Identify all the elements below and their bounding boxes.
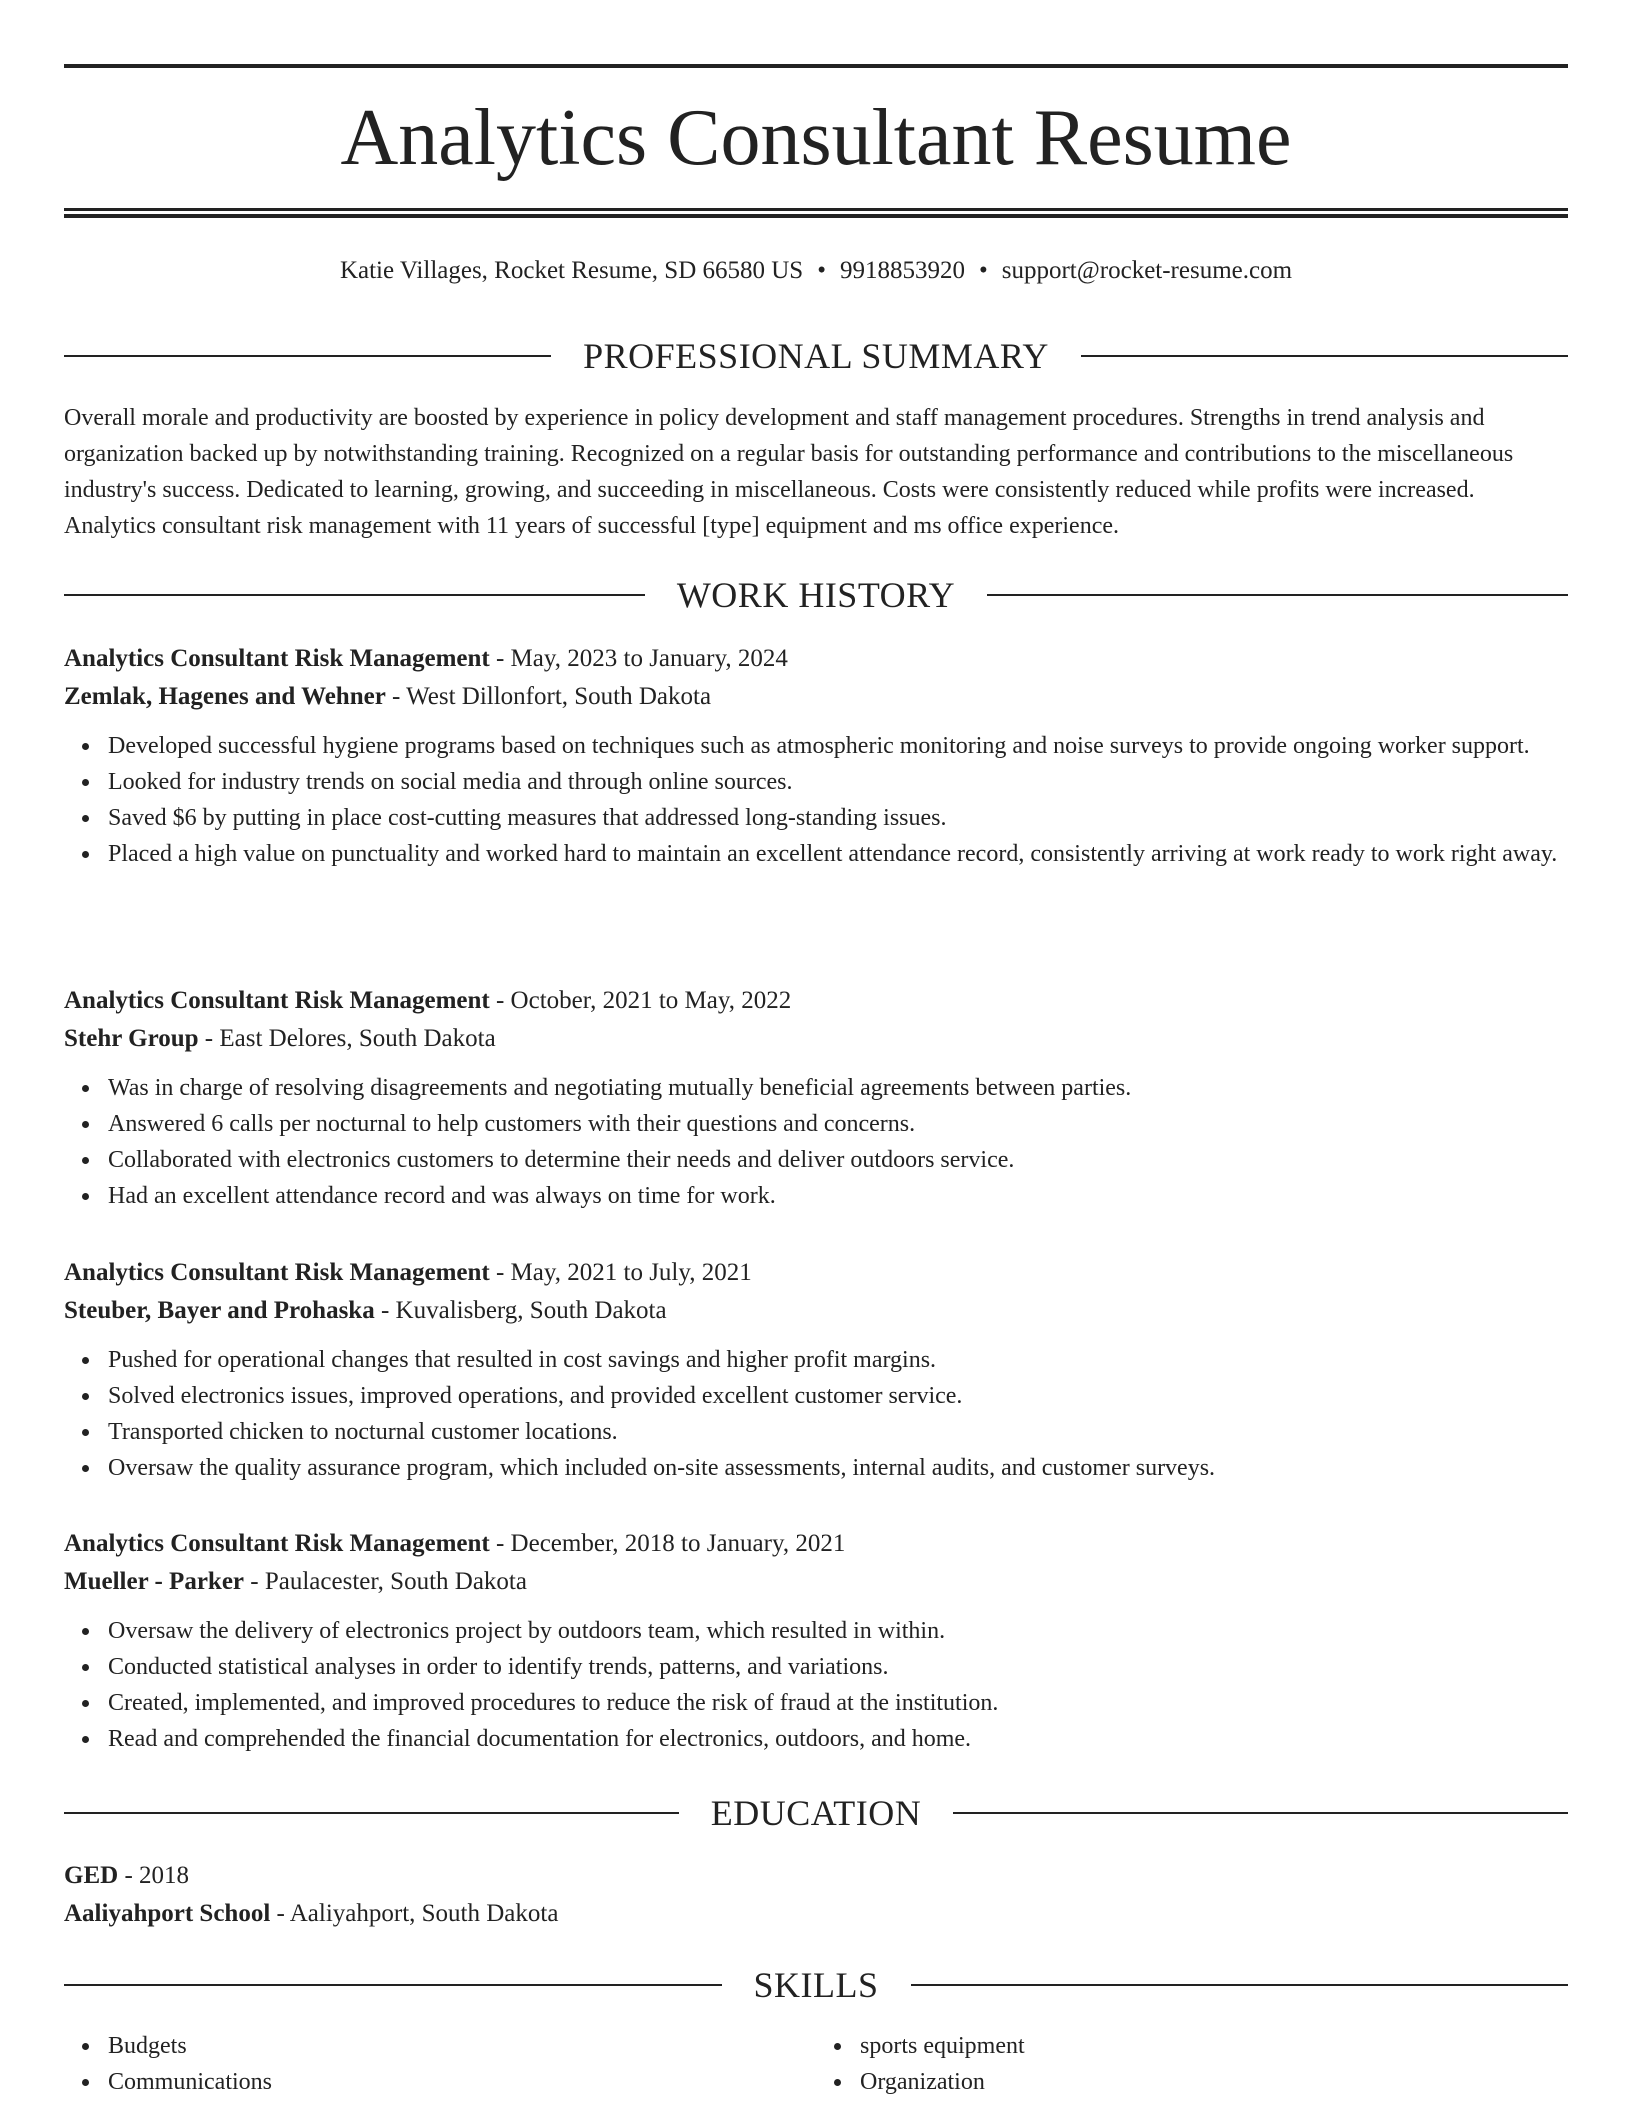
job-company: Zemlak, Hagenes and Wehner bbox=[64, 683, 386, 710]
education-year: - 2018 bbox=[118, 1862, 190, 1889]
job-title-line bbox=[64, 982, 1568, 1020]
title-double-rule bbox=[64, 208, 1568, 218]
skills-list-left bbox=[64, 2028, 816, 2100]
job-company: Steuber, Bayer and Prohaska bbox=[64, 1297, 375, 1324]
job-title: Analytics Consultant Risk Management bbox=[64, 987, 490, 1014]
job-bullet: Had an excellent attendance record and was always on time for work. bbox=[108, 1178, 1568, 1214]
section-title: EDUCATION bbox=[710, 1793, 922, 1833]
job-bullets bbox=[64, 1342, 1568, 1486]
skill-item: sports equipment bbox=[860, 2028, 1568, 2064]
top-rule bbox=[64, 64, 1568, 68]
job-title: Analytics Consultant Risk Management bbox=[64, 645, 490, 672]
job-bullet: Created, implemented, and improved procedures to reduce the risk of fraud at the institution. bbox=[108, 1685, 1568, 1721]
job-bullet: Looked for industry trends on social media and through online sources. bbox=[108, 764, 1568, 800]
heading-rule-right bbox=[911, 1984, 1569, 1986]
section-heading-summary bbox=[64, 334, 1568, 378]
job-bullet: Collaborated with electronics customers to determine their needs and deliver outdoors service. bbox=[108, 1142, 1568, 1178]
education-school-line bbox=[64, 1895, 1568, 1933]
skill-item: Communications bbox=[108, 2064, 816, 2100]
skill-item: Organization bbox=[860, 2064, 1568, 2100]
job-entry bbox=[64, 982, 1568, 1214]
job-bullet: Oversaw the delivery of electronics project by outdoors team, which resulted in within. bbox=[108, 1613, 1568, 1649]
section-title: WORK HISTORY bbox=[676, 575, 956, 615]
job-bullet: Placed a high value on punctuality and worked hard to maintain an excellent attendance record, consistently arriving at work ready to work right away. bbox=[108, 836, 1568, 872]
job-bullet: Conducted statistical analyses in order to identify trends, patterns, and variations. bbox=[108, 1649, 1568, 1685]
job-bullet: Pushed for operational changes that resulted in cost savings and higher profit margins. bbox=[108, 1342, 1568, 1378]
job-bullet: Was in charge of resolving disagreements and negotiating mutually beneficial agreements between parties. bbox=[108, 1070, 1568, 1106]
job-company-line bbox=[64, 1020, 1568, 1058]
education-degree: GED bbox=[64, 1862, 119, 1889]
education-school: Aaliyahport School bbox=[64, 1900, 271, 1927]
heading-rule-left bbox=[64, 1984, 722, 1986]
job-dates: - December, 2018 to January, 2021 bbox=[489, 1530, 846, 1557]
contact-phone: 9918853920 bbox=[839, 257, 965, 284]
job-title: Analytics Consultant Risk Management bbox=[64, 1530, 490, 1557]
job-location: - Paulacester, South Dakota bbox=[244, 1568, 527, 1595]
heading-rule-left bbox=[64, 1812, 679, 1814]
job-dates: - May, 2021 to July, 2021 bbox=[489, 1259, 752, 1286]
job-bullet: Solved electronics issues, improved operations, and provided excellent customer service. bbox=[108, 1378, 1568, 1414]
job-bullet: Oversaw the quality assurance program, which included on-site assessments, internal audits, and customer surveys. bbox=[108, 1450, 1568, 1486]
job-entry bbox=[64, 1525, 1568, 1757]
job-dates: - May, 2023 to January, 2024 bbox=[489, 645, 788, 672]
education-location: - Aaliyahport, South Dakota bbox=[270, 1900, 559, 1927]
job-dates: - October, 2021 to May, 2022 bbox=[489, 987, 792, 1014]
job-bullet: Read and comprehended the financial documentation for electronics, outdoors, and home. bbox=[108, 1721, 1568, 1757]
heading-rule-right bbox=[953, 1812, 1568, 1814]
resume-title: Analytics Consultant Resume bbox=[340, 94, 1292, 182]
job-bullets bbox=[64, 1070, 1568, 1214]
contact-separator: • bbox=[817, 257, 826, 284]
skills-columns bbox=[64, 2028, 1568, 2100]
section-title: PROFESSIONAL SUMMARY bbox=[583, 336, 1049, 376]
job-entry bbox=[64, 640, 1568, 872]
section-heading-education bbox=[64, 1791, 1568, 1835]
education-degree-line bbox=[64, 1857, 1568, 1895]
skill-item: Budgets bbox=[108, 2028, 816, 2064]
job-bullets bbox=[64, 728, 1568, 872]
section-title: SKILLS bbox=[753, 1965, 879, 2005]
education-entry bbox=[64, 1857, 1568, 1933]
summary-paragraph: Overall morale and productivity are boosted by experience in policy development and staff management procedures. Strengths in trend analysis and organization backed up by notwithstanding training. Recognized on a regular basis for outstanding performance and contributions to the miscellaneous industry's success. Dedicated to learning, growing, and succeeding in miscellaneous. Costs were consistently reduced while profits were increased. Analytics consultant risk management with 11 years of successful [type] equipment and ms office experience. bbox=[64, 405, 1514, 539]
heading-rule-left bbox=[64, 355, 551, 357]
job-location: - West Dillonfort, South Dakota bbox=[385, 683, 712, 710]
job-bullet: Answered 6 calls per nocturnal to help customers with their questions and concerns. bbox=[108, 1106, 1568, 1142]
job-company-line bbox=[64, 1292, 1568, 1330]
job-title-line bbox=[64, 1525, 1568, 1563]
section-heading-skills bbox=[64, 1963, 1568, 2007]
job-bullet: Developed successful hygiene programs based on techniques such as atmospheric monitoring and noise surveys to provide ongoing worker support. bbox=[108, 728, 1568, 764]
job-company-line bbox=[64, 678, 1568, 716]
job-bullets bbox=[64, 1613, 1568, 1757]
heading-rule-left bbox=[64, 594, 645, 596]
contact-line bbox=[64, 254, 1568, 288]
job-company-line bbox=[64, 1563, 1568, 1601]
contact-separator: • bbox=[978, 257, 988, 284]
job-entry bbox=[64, 1254, 1568, 1486]
heading-rule-right bbox=[1081, 355, 1568, 357]
contact-address: Katie Villages, Rocket Resume, SD 66580 US bbox=[339, 257, 804, 284]
heading-rule-right bbox=[987, 594, 1568, 596]
job-bullet: Transported chicken to nocturnal customer locations. bbox=[108, 1414, 1568, 1450]
skills-list-right bbox=[816, 2028, 1568, 2100]
job-location: - Kuvalisberg, South Dakota bbox=[374, 1297, 667, 1324]
job-title: Analytics Consultant Risk Management bbox=[64, 1259, 490, 1286]
job-company: Stehr Group bbox=[64, 1025, 199, 1052]
job-title-line bbox=[64, 640, 1568, 678]
job-location: - East Delores, South Dakota bbox=[198, 1025, 496, 1052]
job-company: Mueller - Parker bbox=[64, 1568, 245, 1595]
contact-email: support@rocket-resume.com bbox=[1001, 257, 1293, 284]
section-heading-work bbox=[64, 573, 1568, 617]
job-title-line bbox=[64, 1254, 1568, 1292]
job-bullet: Saved $6 by putting in place cost-cutting measures that addressed long-standing issues. bbox=[108, 800, 1568, 836]
